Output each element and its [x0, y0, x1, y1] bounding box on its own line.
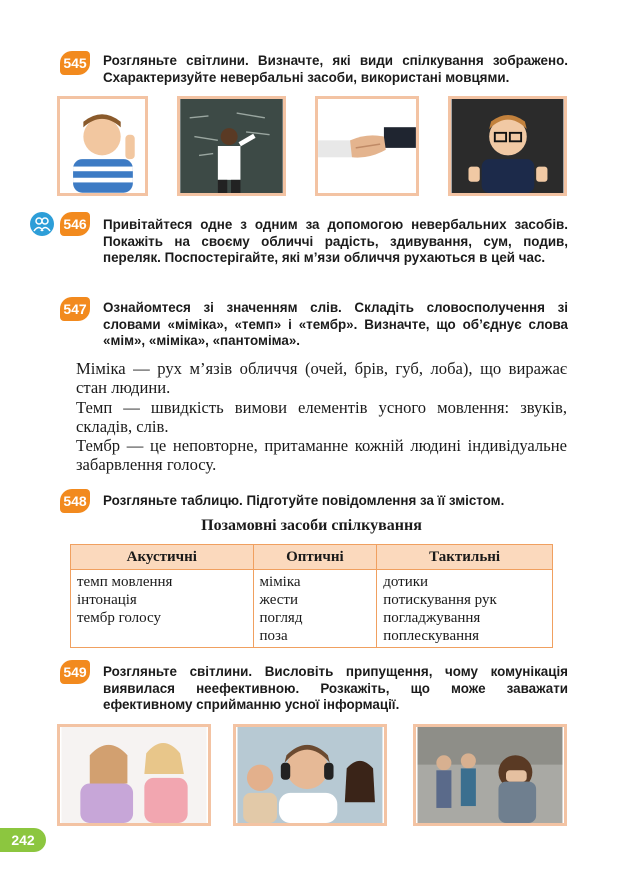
task-number-badge: 547 [60, 297, 90, 321]
table-header-acoustic: Акустичні [71, 545, 254, 570]
definition-mimika: Міміка — рух м’язів обличчя (очей, брів, губ, лоба), що виражає стан людини. [76, 359, 567, 397]
task-number-badge: 546 [60, 212, 90, 236]
table-item: темп мовлення [77, 574, 173, 590]
photo-handshake [315, 96, 419, 196]
task-number-badge: 548 [60, 489, 90, 513]
pair-work-icon [30, 212, 54, 236]
crying-girl-image [416, 727, 564, 823]
photo-boy-waving [57, 96, 148, 196]
photo-girls-arguing [57, 724, 211, 826]
boy-waving-image [60, 99, 145, 193]
table-item: жести [259, 592, 298, 608]
photo-boy-thumbs-up [448, 96, 567, 196]
task-545-text: Розгляньте світлини. Визначте, які види спілкування зображено. Схарактеризуйте невербальні засоби, використані мовцями. [103, 53, 568, 85]
table-item: міміка [259, 574, 301, 590]
handshake-image [318, 99, 416, 193]
table-cell-tactile [377, 570, 553, 648]
photo-teacher-board [177, 96, 286, 196]
task-547-text: Ознайомтеся зі значенням слів. Складіть словосполучення зі словами «міміка», «темп» і «тембр». Визначте, що об’єднує слова «мім», «міміка», «пантоміма». [103, 300, 568, 348]
task-548-text: Розгляньте таблицю. Підготуйте повідомлення за її змістом. [103, 493, 505, 508]
girls-arguing-image [60, 727, 208, 823]
table-item: поза [259, 628, 288, 644]
table-item: потискування рук [383, 592, 497, 608]
nonverbal-means-table [70, 544, 553, 648]
task-number-badge: 549 [60, 660, 90, 684]
photo-man-headphones [233, 724, 387, 826]
table-header-optical: Оптичні [253, 545, 377, 570]
table-item: інтонація [77, 592, 137, 608]
page-number: 242 [0, 828, 46, 852]
man-headphones-image [236, 727, 384, 823]
table-header-tactile: Тактильні [377, 545, 553, 570]
table-item: дотики [383, 574, 429, 590]
task-549-text: Розгляньте світлини. Висловіть припущення, чому комунікація виявилася неефективною. Розкажіть, що може заважати ефективному сприйманню усної інформації. [103, 664, 568, 712]
definition-tembr: Тембр — це неповторне, притаманне кожній людині індивідуальне забарвлення голосу. [76, 436, 567, 474]
table-cell-optical [253, 570, 377, 648]
table-cell-acoustic [71, 570, 254, 648]
photo-crying-girl [413, 724, 567, 826]
table-item: погладжування [383, 610, 481, 626]
definition-temp: Темп — швидкість вимови елементів усного мовлення: звуків, складів, слів. [76, 398, 567, 436]
table-title: Позамовні засоби спілкування [201, 517, 422, 534]
task-number-badge: 545 [60, 51, 90, 75]
teacher-at-board-image [180, 99, 283, 193]
table-item: погляд [259, 610, 303, 626]
table-item: тембр голосу [77, 610, 161, 626]
boy-thumbs-up-image [451, 99, 564, 193]
table-item: поплескування [383, 628, 480, 644]
task-546-text: Привітайтеся одне з одним за допомогою невербальних засобів. Покажіть на своєму обличчі радість, здивування, сум, подив, переляк. Поспостерігайте, які м’язи обличчя рухаються в цей час. [103, 217, 568, 265]
